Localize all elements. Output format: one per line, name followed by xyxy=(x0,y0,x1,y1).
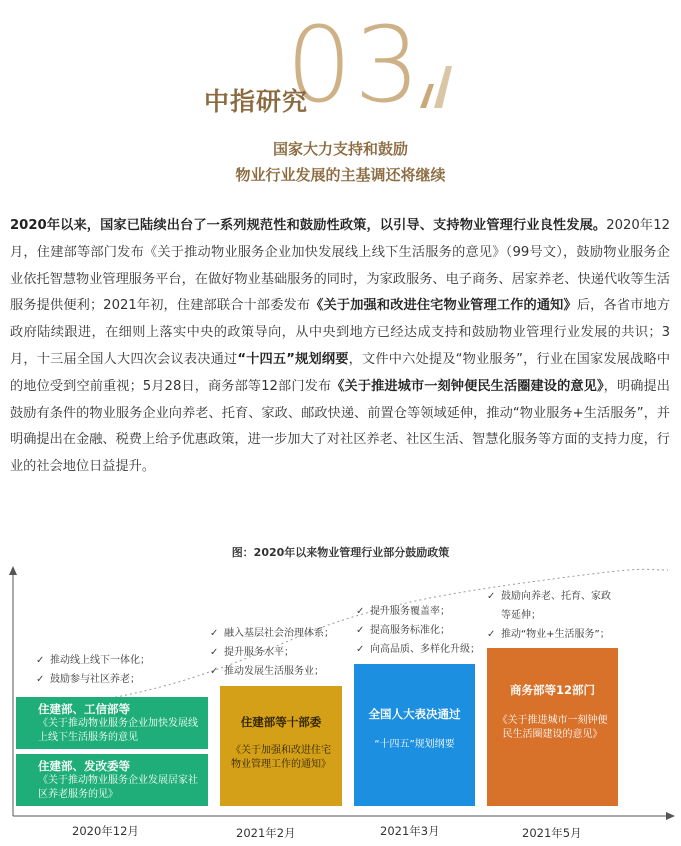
y-axis-arrow-icon xyxy=(9,566,17,575)
section-header xyxy=(0,0,681,190)
policy-box-title: 住建部等十部委 xyxy=(240,715,322,729)
section-label: 中指研究 xyxy=(204,87,309,116)
policy-box-title: 商务部等12部门 xyxy=(509,683,595,697)
bullets-2021-05 xyxy=(487,587,611,644)
policy-box-title: 住建部、发改委等 xyxy=(38,759,130,773)
bullet-item: ✓ 推动线上线下一体化； xyxy=(36,651,150,670)
policy-box-miit xyxy=(16,697,208,749)
body-paragraph xyxy=(10,213,670,481)
check-icon: ✓ xyxy=(36,674,45,685)
section-number: 03 xyxy=(286,4,423,126)
bullet-item: ✓ 鼓励参与社区养老； xyxy=(36,670,150,689)
policy-title-life-circle: 《关于推进城市一刻钟便民生活圈建设的意见》 xyxy=(331,378,604,394)
lead-sentence: 2020年以来，国家已陆续出台了一系列规范性和鼓励性政策，以引导、支持物业管理行业良性发展。 xyxy=(10,218,607,233)
paragraph-text-4: ，明确提出鼓励有条件的物业服务企业向养老、托育、家政、邮政快递、前置仓等领域延伸，推动“物业服务+生活服务”，并明确提出在金融、税费上给予优惠政策，进一步加大了对社区养老、社区生活、智慧化服务等方面的支持力度，行业的社会地位日益提升。 xyxy=(10,378,670,475)
x-label-2021-03: 2021年3月 xyxy=(380,824,440,838)
policy-title-housing: 《关于加强和改进住宅物业管理工作的通知》 xyxy=(310,298,577,314)
chart-title: 图：2020年以来物业管理行业部分鼓励政策 xyxy=(231,546,450,559)
check-icon: ✓ xyxy=(36,655,45,666)
policy-box-sub: 《关于推动物业服务企业发展居家社区养老服务的见》 xyxy=(38,775,198,800)
bullets-2021-03 xyxy=(356,602,480,659)
bullet-item: ✓ 融入基层社会治理体系； xyxy=(210,624,334,643)
check-icon: ✓ xyxy=(210,628,219,639)
policy-box-npc xyxy=(354,664,475,806)
headline-line-1: 国家大力支持和鼓励 xyxy=(272,140,408,158)
check-icon: ✓ xyxy=(487,629,496,640)
bullet-item: ✓ 向高品质、多样化升级； xyxy=(356,640,480,659)
policy-box-ndrc xyxy=(16,754,208,806)
policy-box-sub: 《关于推进城市一刻钟便民生活圈建设的意见》 xyxy=(497,715,608,740)
paragraph-text-1: 2020年12月，住建部等部门发布《关于推动物业服务企业加快发展线上线下生活服务的意见》（99号文），鼓励物业服务企业依托智慧物业管理服务平台，在做好物业基础服务的同时，为家政服务、电子商务、居家养老、快递代收等生活服务提供便利；2021年初，住建部联合十部委发布 xyxy=(10,218,670,314)
policy-box-sub: “十四五”规划纲要 xyxy=(374,739,455,750)
paragraph-text-2: 后，各省市地方政府陆续跟进，在细则上落实中央的政策导向，从中央到地方已经达成支持和鼓励物业管理行业发展的共识；3月，十三届全国人大四次会议表决通过 xyxy=(10,298,671,367)
bullets-2020-12 xyxy=(36,651,150,689)
bullets-2021-02 xyxy=(210,624,334,681)
policy-box-sub: 《关于加强和改进住宅物业管理工作的通知》 xyxy=(231,745,331,770)
check-icon: ✓ xyxy=(356,625,365,636)
bullet-item: ✓ 推动发展生活服务业； xyxy=(210,662,334,681)
check-icon: ✓ xyxy=(210,666,219,677)
x-label-2020-12: 2020年12月 xyxy=(72,824,139,838)
slash-decoration-icon xyxy=(420,60,452,110)
policy-box-title: 全国人大表决通过 xyxy=(368,707,461,721)
bullet-item: ✓ 提升服务水平； xyxy=(210,643,334,662)
check-icon: ✓ xyxy=(356,606,365,617)
bullet-item: 等延伸； xyxy=(501,610,541,621)
policy-title-14th-plan: “十四五”规划纲要 xyxy=(237,351,349,367)
bullet-item: ✓ 提升服务覆盖率； xyxy=(356,602,480,621)
bullet-item: ✓ 提高服务标准化； xyxy=(356,621,480,640)
policy-box-title: 住建部、工信部等 xyxy=(38,702,130,716)
x-label-2021-05: 2021年5月 xyxy=(522,826,582,840)
headline-line-2: 物业行业发展的主基调还将继续 xyxy=(235,166,446,184)
policy-box-sub: 《关于推动物业服务企业加快发展线上线下生活服务的意见 xyxy=(38,718,198,743)
bullet-item: ✓ 推动“物业+生活服务”； xyxy=(487,625,611,644)
check-icon: ✓ xyxy=(356,644,365,655)
check-icon: ✓ xyxy=(487,591,496,602)
paragraph-text-3: ，文件中六处提及“物业服务”，行业在国家发展战略中的地位受到空前重视；5月28日，商务部等12部门发布 xyxy=(10,351,671,394)
policy-box-ten-ministries xyxy=(220,686,342,806)
policy-timeline-chart xyxy=(0,540,681,846)
bullet-item: ✓ 鼓励向养老、托育、家政 xyxy=(487,587,611,606)
policy-box-mofcom xyxy=(487,648,618,806)
x-axis-arrow-icon xyxy=(666,812,675,820)
check-icon: ✓ xyxy=(210,647,219,658)
x-label-2021-02: 2021年2月 xyxy=(236,826,296,840)
